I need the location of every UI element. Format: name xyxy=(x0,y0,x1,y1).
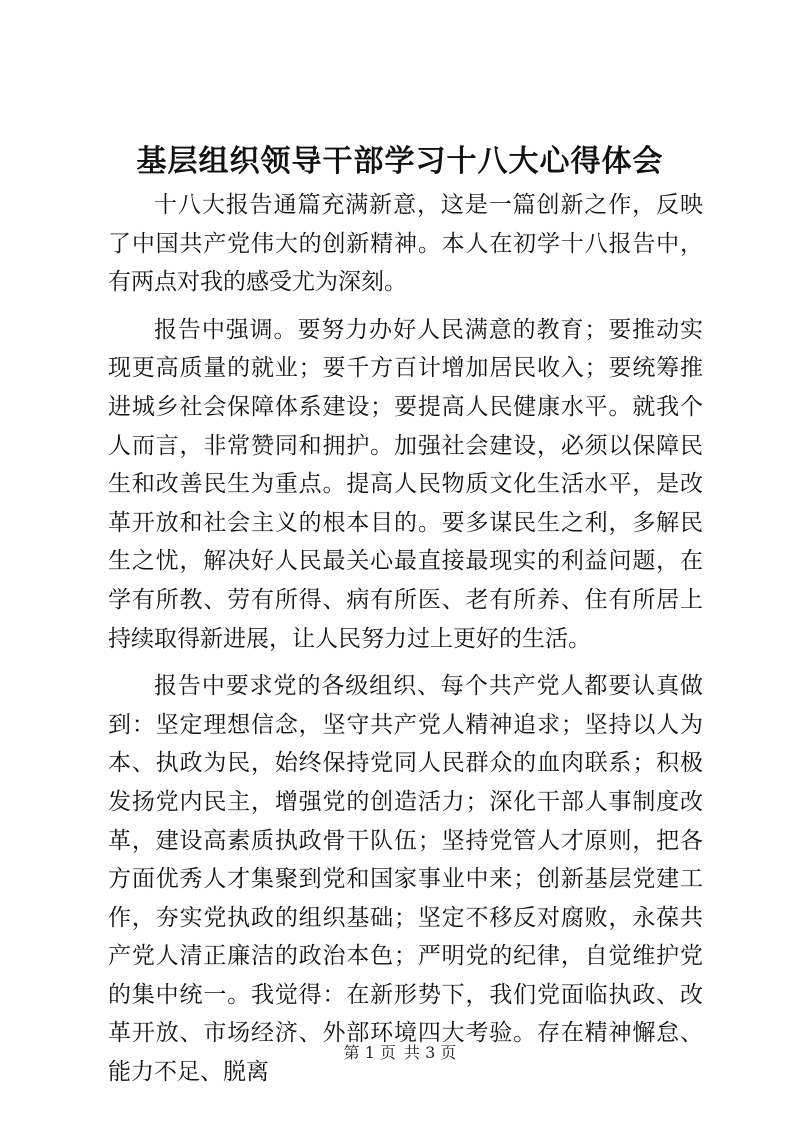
page-footer xyxy=(0,1043,800,1063)
paragraph-party-requirements: 报告中要求党的各级组织、每个共产党人都要认真做到：坚定理想信念，坚守共产党人精神追求；坚持以人为本、执政为民，始终保持党同人民群众的血肉联系；积极发扬党内民主，增强党的创造活力；深化干部人事制度改革，建设高素质执政骨干队伍；坚持党管人才原则，把各方面优秀人才集聚到党和国家事业中来；创新基层党建工作，夯实党执政的组织基础；坚定不移反对腐败，永葆共产党人清正廉洁的政治本色；严明党的纪律，自觉维护党的集中统一。我觉得：在新形势下，我们党面临执政、改革开放、市场经济、外部环境四大考验。存在精神懈怠、能力不足、脱离 xyxy=(108,673,703,1086)
document-title: 基层组织领导干部学习十八大心得体会 xyxy=(136,144,664,179)
paragraph-intro: 十八大报告通篇充满新意，这是一篇创新之作，反映了中国共产党伟大的创新精神。本人在初学十八报告中，有两点对我的感受尤为深刻。 xyxy=(108,192,703,296)
page-total: 共 3 页 xyxy=(404,1043,457,1062)
paragraph-livelihood: 报告中强调。要努力办好人民满意的教育；要推动实现更高质量的就业；要千方百计增加居民收入；要统筹推进城乡社会保障体系建设；要提高人民健康水平。就我个人而言，非常赞同和拥护。加强社会建设，必须以保障民生和改善民生为重点。提高人民物质文化生活水平，是改革开放和社会主义的根本目的。要多谋民生之利，多解民生之忧，解决好人民最关心最直接最现实的利益问题，在学有所教、劳有所得、病有所医、老有所养、住有所居上持续取得新进展，让人民努力过上更好的生活。 xyxy=(108,316,703,652)
document-body xyxy=(108,186,703,1092)
page-number: 第 1 页 xyxy=(343,1043,396,1062)
